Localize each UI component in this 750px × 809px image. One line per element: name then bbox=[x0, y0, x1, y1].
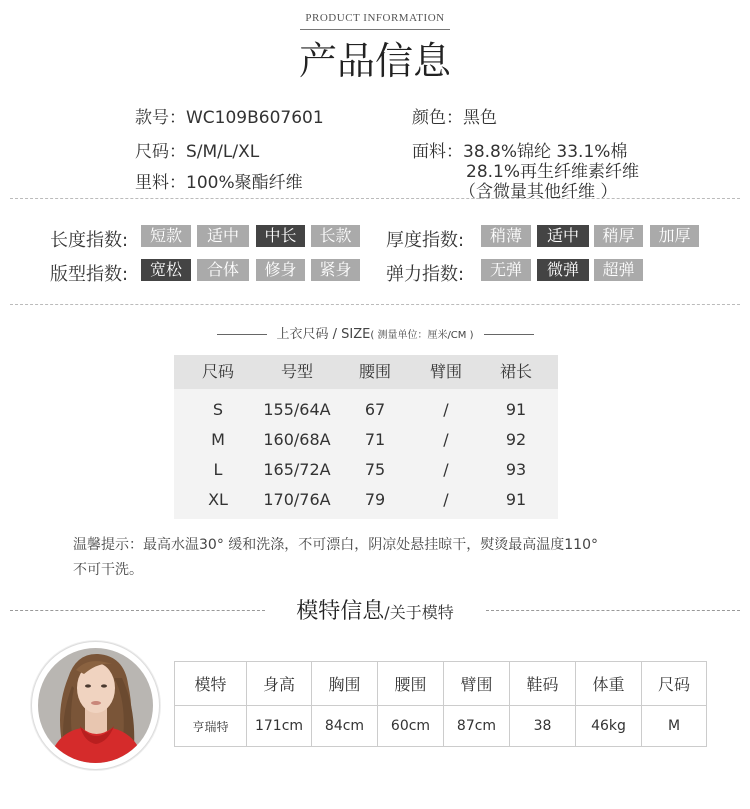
care-tip-line2: 不可干洗。 bbox=[73, 562, 143, 578]
header-cell: 腰围 bbox=[378, 662, 444, 706]
table-cell: 87cm bbox=[444, 706, 510, 747]
table-cell: 155/64A bbox=[263, 400, 331, 419]
header-cell: 裙长 bbox=[499, 362, 532, 381]
table-cell: / bbox=[443, 430, 449, 449]
table-cell: / bbox=[443, 460, 449, 479]
page-title: 产品信息 bbox=[298, 39, 451, 83]
table-cell: 91 bbox=[505, 490, 527, 509]
table-cell: 71 bbox=[364, 430, 386, 449]
table-row bbox=[174, 395, 558, 425]
table-row bbox=[174, 485, 558, 515]
size-table bbox=[174, 355, 558, 519]
header-cell: 鞋码 bbox=[510, 662, 576, 706]
length-index-label: 长度指数: bbox=[50, 230, 129, 251]
table-row bbox=[175, 706, 707, 747]
table-cell: 60cm bbox=[378, 706, 444, 747]
table-row bbox=[175, 662, 707, 706]
fit-option-slim: 修身 bbox=[256, 259, 305, 281]
thickness-option-medium: 适中 bbox=[537, 225, 589, 247]
table-cell: 亨瑞特 bbox=[175, 706, 247, 747]
table-cell: L bbox=[213, 460, 223, 479]
table-cell: 46kg bbox=[576, 706, 642, 747]
header-cell: 号型 bbox=[280, 362, 313, 381]
fabric-info-line3: （含微量其他纤维 ） bbox=[459, 182, 618, 202]
header-cell: 臂围 bbox=[444, 662, 510, 706]
fabric-info: 面料：38.8%锦纶 33.1%棉 bbox=[412, 142, 628, 162]
table-cell: / bbox=[443, 400, 449, 419]
elastic-option-none: 无弹 bbox=[481, 259, 531, 281]
divider bbox=[10, 304, 740, 305]
table-cell: 93 bbox=[505, 460, 527, 479]
thickness-index-label: 厚度指数: bbox=[386, 230, 465, 251]
size-chart-title bbox=[0, 323, 750, 342]
length-option-long: 长款 bbox=[311, 225, 360, 247]
thickness-option-thick: 稍厚 bbox=[594, 225, 643, 247]
table-cell: M bbox=[642, 706, 707, 747]
fit-option-regular: 合体 bbox=[197, 259, 249, 281]
model-subtitle: /关于模特 bbox=[384, 603, 454, 622]
header-cell: 尺码 bbox=[201, 362, 234, 381]
header-cell: 模特 bbox=[175, 662, 247, 706]
length-option-medium: 适中 bbox=[197, 225, 249, 247]
header-cell: 胸围 bbox=[312, 662, 378, 706]
avatar bbox=[38, 648, 153, 763]
elastic-option-slight: 微弹 bbox=[537, 259, 589, 281]
color-info: 颜色：黑色 bbox=[412, 108, 497, 128]
table-cell: 67 bbox=[364, 400, 386, 419]
table-cell: 79 bbox=[364, 490, 386, 509]
header-english: PRODUCT INFORMATION bbox=[305, 12, 445, 24]
table-cell: 171cm bbox=[247, 706, 312, 747]
size-info: 尺码：S/M/L/XL bbox=[135, 142, 260, 162]
header-cell: 腰围 bbox=[358, 362, 391, 381]
table-cell: 160/68A bbox=[263, 430, 331, 449]
size-chart-heading: 上衣尺码 / SIZE bbox=[276, 327, 371, 342]
table-row bbox=[174, 455, 558, 485]
thickness-option-thin: 稍薄 bbox=[481, 225, 531, 247]
title-rule-left bbox=[217, 334, 267, 335]
size-chart-unit: ( 测量单位：厘米/CM ) bbox=[370, 330, 474, 341]
table-cell: 165/72A bbox=[263, 460, 331, 479]
length-option-short: 短款 bbox=[141, 225, 191, 247]
header-cell: 尺码 bbox=[642, 662, 707, 706]
model-section-title bbox=[0, 594, 750, 625]
table-cell: 38 bbox=[510, 706, 576, 747]
divider bbox=[10, 198, 740, 199]
table-cell: XL bbox=[208, 490, 228, 509]
size-table-body bbox=[174, 389, 558, 519]
care-tip-line1: 温馨提示：最高水温30° 缓和洗涤，不可漂白，阴凉处悬挂晾干，熨烫最高温度110° bbox=[73, 537, 598, 553]
fit-index-label: 版型指数: bbox=[50, 264, 129, 285]
header-cell: 体重 bbox=[576, 662, 642, 706]
header-cell: 臂围 bbox=[429, 362, 462, 381]
elastic-option-high: 超弹 bbox=[594, 259, 643, 281]
header-cell: 身高 bbox=[247, 662, 312, 706]
care-tip bbox=[73, 533, 693, 583]
size-table-header bbox=[174, 355, 558, 389]
elastic-index-label: 弹力指数: bbox=[386, 264, 465, 285]
table-cell: M bbox=[211, 430, 225, 449]
lining-info: 里料：100%聚酯纤维 bbox=[135, 173, 303, 193]
table-cell: 84cm bbox=[312, 706, 378, 747]
length-option-mid-long: 中长 bbox=[256, 225, 305, 247]
model-title: 模特信息 bbox=[296, 599, 385, 624]
table-cell: S bbox=[212, 400, 224, 419]
table-cell: 75 bbox=[364, 460, 386, 479]
model-table bbox=[174, 661, 707, 747]
fabric-info-line2: 28.1%再生纤维素纤维 bbox=[466, 162, 640, 182]
table-cell: 92 bbox=[505, 430, 527, 449]
table-cell: 170/76A bbox=[263, 490, 331, 509]
fit-option-loose: 宽松 bbox=[141, 259, 191, 281]
style-number: 款号：WC109B607601 bbox=[135, 108, 324, 128]
thickness-option-extra-thick: 加厚 bbox=[650, 225, 699, 247]
table-cell: / bbox=[443, 490, 449, 509]
model-photo bbox=[38, 648, 153, 763]
fit-option-tight: 紧身 bbox=[311, 259, 360, 281]
table-row bbox=[174, 425, 558, 455]
table-cell: 91 bbox=[505, 400, 527, 419]
title-rule-right bbox=[484, 334, 534, 335]
